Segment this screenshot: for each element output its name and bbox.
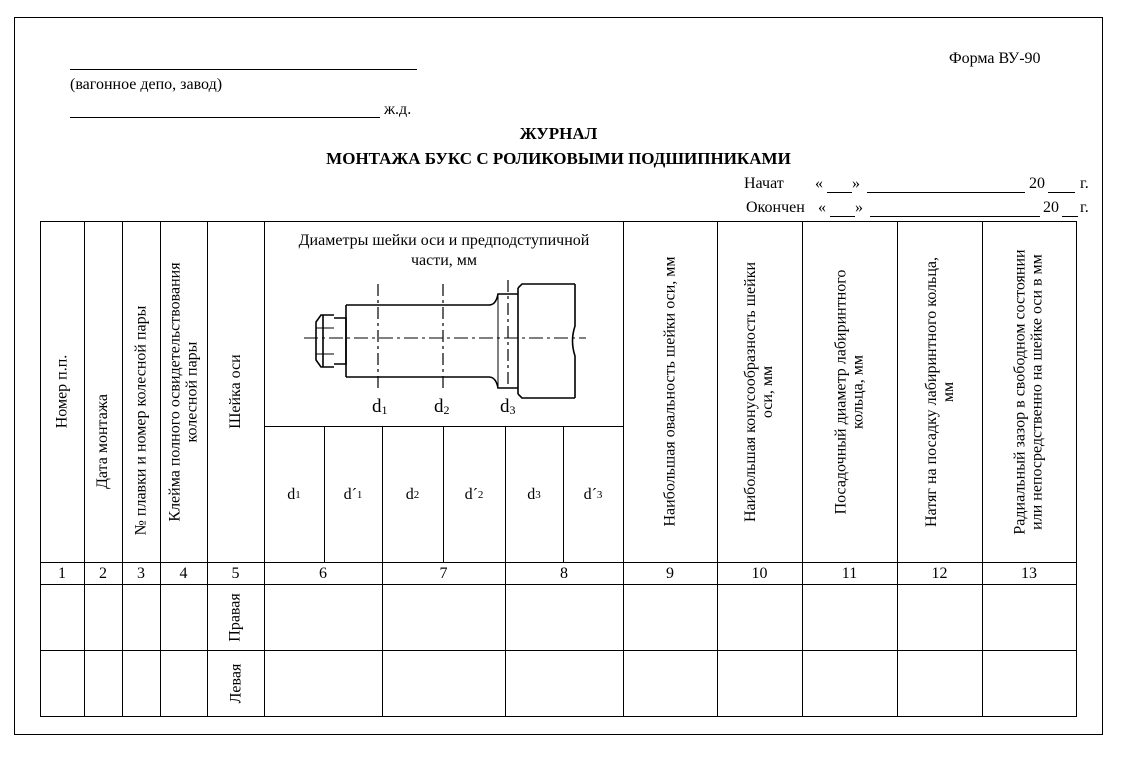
- column-number: 9: [666, 564, 674, 582]
- header-diameters: Диаметры шейки оси и предподступичной части, мм: [298, 232, 590, 269]
- header-axle-journal: Шейка оси: [227, 354, 244, 429]
- axle-nut-outline: [316, 315, 334, 367]
- finished-year-line: [1062, 216, 1078, 217]
- column-number: 12: [931, 564, 948, 582]
- header-inspection-stamps: [160, 221, 207, 562]
- header-labyrinth-diameter: [802, 221, 897, 562]
- header-labyrinth-interference-line2: мм: [939, 381, 957, 402]
- header-max-taper-line2: оси, мм: [759, 365, 777, 418]
- started-year-suffix: г.: [1080, 175, 1089, 192]
- table-bottom-border: [40, 716, 1077, 717]
- prehub-bottom: [518, 394, 575, 398]
- finished-day-line: [830, 216, 855, 217]
- column-number: 8: [560, 564, 568, 582]
- started-year-line: [1048, 192, 1075, 193]
- numbers-bottom-line: [40, 584, 1077, 585]
- form-code: Форма ВУ-90: [949, 50, 1041, 67]
- started-quote-open: «: [815, 175, 823, 192]
- column-number: 6: [319, 564, 327, 582]
- column-number: 4: [179, 564, 188, 582]
- depot-name-line: [70, 69, 417, 70]
- header-max-taper-line1: Наибольшая конусообразность шейки: [742, 261, 760, 522]
- header-radial-clearance-line2: или непосредственно на шейке оси в мм: [1029, 253, 1046, 530]
- header-max-taper: [717, 221, 802, 562]
- subheader-d3-prime: d ´ 3: [583, 485, 603, 503]
- finished-quote-close: »: [855, 199, 863, 216]
- row-label-right: Правая: [227, 593, 244, 642]
- header-mount-date: Дата монтажа: [94, 393, 112, 490]
- header-labyrinth-diameter-line1: Посадочный диаметр лабиринтного: [832, 269, 850, 514]
- journal-bottom-edge: [346, 377, 518, 388]
- prehub-top: [518, 284, 575, 288]
- header-inspection-stamps-line2: колесной пары: [183, 341, 201, 442]
- column-number: 1: [58, 564, 66, 582]
- started-quote-close: »: [852, 175, 860, 192]
- header-radial-clearance: [982, 221, 1076, 562]
- subheader-d1: d 1: [287, 485, 301, 503]
- started-year-prefix: 20: [1029, 175, 1045, 192]
- table-right-border: [1076, 221, 1077, 717]
- axle-thread: [334, 318, 346, 364]
- subheader-d3: d 3: [527, 485, 541, 503]
- started-label: Начат: [744, 175, 784, 192]
- column-number: 10: [751, 564, 768, 582]
- subheader-d2-prime: d ´ 2: [464, 485, 484, 503]
- diagram-label-d3: d3: [500, 396, 516, 417]
- header-labyrinth-interference-line1: Натяг на посадку лабиринтного кольца,: [922, 256, 940, 527]
- journal-subtitle: МОНТАЖА БУКС С РОЛИКОВЫМИ ПОДШИПНИКАМИ: [326, 149, 791, 168]
- column-number: 5: [231, 564, 240, 582]
- header-row-number: Номер п.п.: [53, 354, 71, 429]
- finished-quote-open: «: [818, 199, 826, 216]
- column-number: 2: [99, 564, 107, 582]
- started-day-line: [827, 192, 852, 193]
- header-max-ovality: Наибольшая овальность шейки оси, мм: [661, 256, 679, 527]
- subheader-d2: d 2: [405, 485, 420, 503]
- journal-top-edge: [346, 294, 518, 305]
- axle-break-line: [573, 284, 576, 398]
- railway-suffix: ж.д.: [384, 101, 412, 118]
- header-labyrinth-diameter-line2: кольца, мм: [849, 354, 867, 429]
- depot-caption: (вагонное депо, завод): [70, 76, 223, 93]
- journal-title: ЖУРНАЛ: [519, 124, 598, 143]
- axle-journal-diagram: [264, 276, 624, 422]
- diagram-label-d1: d1: [372, 396, 388, 417]
- finished-year-prefix: 20: [1043, 199, 1059, 216]
- row-divider: [40, 650, 1077, 651]
- subheader-d1-prime: d ´ 1: [343, 485, 363, 503]
- header-labyrinth-interference: [897, 221, 982, 562]
- finished-label: Окончен: [746, 199, 805, 216]
- row-label-left: Левая: [227, 663, 244, 704]
- column-number: 3: [137, 564, 145, 582]
- header-inspection-stamps-line1: Клейма полного освидетельствования: [166, 261, 184, 522]
- started-month-line: [867, 192, 1025, 193]
- finished-month-line: [870, 216, 1040, 217]
- column-number: 11: [841, 564, 858, 582]
- header-melt-wheelset-number: № плавки и номер колесной пары: [132, 305, 150, 536]
- finished-year-suffix: г.: [1080, 199, 1089, 216]
- column-number: 13: [1021, 564, 1037, 582]
- column-number: 7: [439, 564, 448, 582]
- header-radial-clearance-line1: Радиальный зазор в свободном состоянии: [1012, 248, 1029, 535]
- railway-name-line: [70, 117, 380, 118]
- diagram-label-d2: d2: [434, 396, 450, 417]
